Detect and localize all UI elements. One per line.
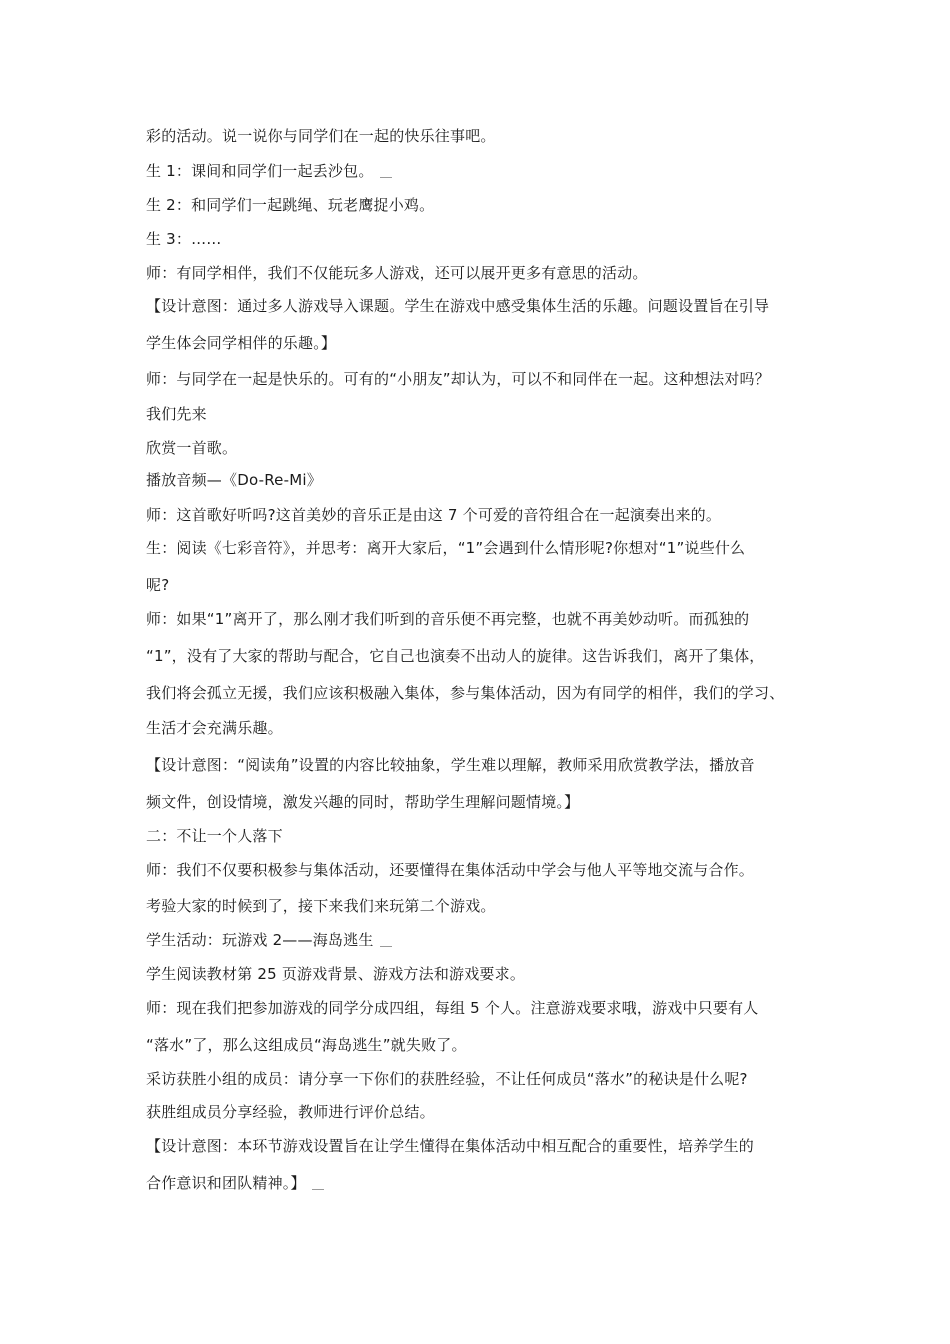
text-line: 获胜组成员分享经验，教师进行评价总结。: [146, 1103, 435, 1121]
text-line: 生活才会充满乐趣。: [146, 719, 283, 737]
text-line: 学生阅读教材第 25 页游戏背景、游戏方法和游戏要求。: [146, 965, 526, 983]
text-line: 生：阅读《七彩音符》，并思考：离开大家后，“1”会遇到什么情形呢?你想对“1”说些什么: [146, 539, 746, 557]
text-line: 师：现在我们把参加游戏的同学分成四组，每组 5 个人。注意游戏要求哦，游戏中只要有人: [146, 999, 759, 1017]
design-intent-line: 【设计意图：本环节游戏设置旨在让学生懂得在集体活动中相互配合的重要性，培养学生的: [146, 1137, 755, 1155]
text-line: 采访获胜小组的成员：请分享一下你们的获胜经验，不让任何成员“落水”的秘诀是什么呢?: [146, 1070, 748, 1088]
edit-mark: [380, 945, 392, 947]
text-line: 呢?: [146, 576, 170, 594]
text-line: 师：如果“1”离开了，那么刚才我们听到的音乐便不再完整，也就不再美妙动听。而孤独的: [146, 610, 750, 628]
text-line: “落水”了，那么这组成员“海岛逃生”就失败了。: [146, 1036, 467, 1054]
design-intent-line: 【设计意图：“阅读角”设置的内容比较抽象，学生难以理解，教师采用欣赏教学法，播放音: [146, 756, 755, 774]
text-line: “1”，没有了大家的帮助与配合，它自己也演奏不出动人的旋律。这告诉我们，离开了集体，: [146, 647, 765, 665]
design-intent-line: 合作意识和团队精神。】: [146, 1173, 324, 1193]
text-line: 师：这首歌好听吗?这首美妙的音乐正是由这 7 个可爱的音符组合在一起演奏出来的。: [146, 506, 722, 524]
text-line: 我们先来: [146, 405, 207, 423]
text-line: 欣赏一首歌。: [146, 439, 238, 457]
text-line: 学生活动：玩游戏 2——海岛逃生: [146, 930, 392, 950]
design-intent-line: 频文件，创设情境，激发兴趣的同时，帮助学生理解问题情境。】: [146, 793, 580, 811]
text-line: 生 3：……: [146, 230, 222, 248]
edit-mark: [380, 176, 392, 178]
section-heading: 二：不让一个人落下: [146, 827, 283, 845]
text-line: 生 1：课间和同学们一起丢沙包。: [146, 161, 392, 181]
text-line: 师：与同学在一起是快乐的。可有的“小朋友”却认为，可以不和同伴在一起。这种想法对吗？: [146, 370, 770, 388]
text-line: 我们将会孤立无援，我们应该积极融入集体，参与集体活动，因为有同学的相伴，我们的学习、: [146, 684, 785, 702]
text-line: 师：有同学相伴，我们不仅能玩多人游戏，还可以展开更多有意思的活动。: [146, 264, 648, 282]
design-intent-line: 【设计意图：通过多人游戏导入课题。学生在游戏中感受集体生活的乐趣。问题设置旨在引导: [146, 297, 770, 315]
text-line: 师：我们不仅要积极参与集体活动，还要懂得在集体活动中学会与他人平等地交流与合作。: [146, 861, 755, 879]
text-line: 播放音频—《Do-Re-Mi》: [146, 471, 322, 489]
text-line: 考验大家的时候到了，接下来我们来玩第二个游戏。: [146, 897, 496, 915]
design-intent-line: 学生体会同学相伴的乐趣。】: [146, 334, 337, 352]
text-line: 生 2：和同学们一起跳绳、玩老鹰捉小鸡。: [146, 196, 435, 214]
text-line: 彩的活动。说一说你与同学们在一起的快乐往事吧。: [146, 127, 496, 145]
edit-mark: [312, 1188, 324, 1190]
